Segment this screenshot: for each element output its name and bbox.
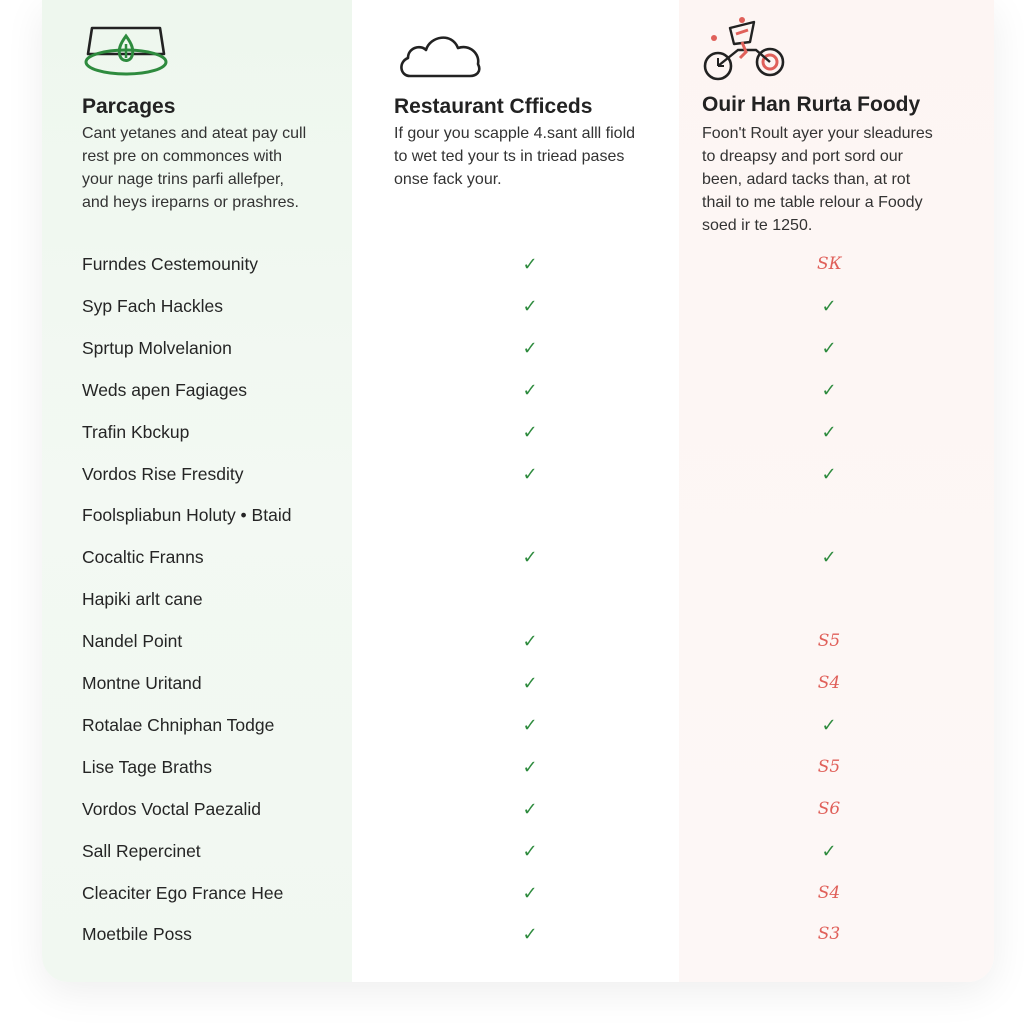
description-line: been, adard tacks than, at rot	[702, 171, 911, 188]
check-icon: ✓	[522, 380, 538, 400]
column-restaurant-title: Restaurant Cfficeds	[394, 95, 593, 118]
delivery-bike-icon	[702, 16, 788, 82]
feature-row-label: Cocaltic Franns	[82, 547, 204, 567]
check-icon: ✓	[522, 841, 538, 861]
check-icon: ✓	[522, 757, 538, 777]
feature-row-label: Hapiki arlt cane	[82, 589, 203, 609]
column-packages-description	[82, 122, 347, 214]
comparison-card	[42, 0, 994, 982]
cloud-icon	[396, 28, 486, 80]
check-icon: ✓	[821, 422, 837, 442]
check-icon: ✓	[821, 715, 837, 735]
column-packages-title: Parcages	[82, 95, 176, 118]
description-line: rest pre on commonces with	[82, 148, 283, 165]
column-restaurant-description	[394, 122, 674, 191]
check-icon: ✓	[522, 924, 538, 944]
feature-row-label: Vordos Voctal Paezalid	[82, 799, 262, 819]
feature-row-label: Lise Tage Braths	[82, 757, 213, 777]
check-icon: ✓	[821, 841, 837, 861]
check-icon: ✓	[522, 715, 538, 735]
cross-mark: ЅК	[817, 254, 842, 274]
check-icon: ✓	[522, 673, 538, 693]
description-line: Foon't Roult ayer your sleadures	[702, 125, 933, 142]
check-icon: ✓	[522, 799, 538, 819]
description-line: and heys ireparns or prashres.	[82, 194, 299, 211]
check-icon: ✓	[522, 631, 538, 651]
check-icon: ✓	[522, 464, 538, 484]
feature-row-label: Moetbile Poss	[82, 924, 192, 944]
description-line: Cant yetanes and ateat pay cull	[82, 125, 307, 142]
description-line: to wet ted your ts in triead pases	[394, 148, 625, 165]
check-icon: ✓	[522, 422, 538, 442]
check-icon: ✓	[522, 296, 538, 316]
description-line: thail to me table relour a Foody	[702, 194, 923, 211]
feature-row-label: Vordos Rise Fresdity	[82, 464, 244, 484]
cross-mark: Ѕ5	[817, 757, 841, 777]
cross-mark: Ѕ6	[817, 799, 841, 819]
cross-mark: Ѕ5	[817, 631, 841, 651]
cross-mark: Ѕ4	[817, 673, 841, 693]
feature-row-label: Rotalae Chniphan Todge	[82, 715, 275, 735]
check-icon: ✓	[821, 547, 837, 567]
check-icon: ✓	[821, 338, 837, 358]
stadium-icon	[84, 24, 168, 76]
description-line: your nage trins parfi allefper,	[82, 171, 284, 188]
feature-row-label: Montne Uritand	[82, 673, 202, 693]
column-foody-title: Ouir Han Rurta Foody	[702, 93, 921, 116]
feature-row-label: Weds apen Fagiages	[82, 380, 248, 400]
check-icon: ✓	[522, 338, 538, 358]
description-line: If gour you scapple 4.sant alll fiold	[394, 125, 636, 142]
description-line: onse fack your.	[394, 171, 502, 188]
cross-mark: Ѕ4	[817, 883, 841, 903]
feature-row-label: Furndes Cestemounity	[82, 254, 259, 274]
check-icon: ✓	[821, 464, 837, 484]
feature-row-label: Trafin Kbckup	[82, 422, 190, 442]
description-line: soed ir te 1250.	[702, 217, 813, 234]
feature-row-label: Sall Repercinet	[82, 841, 201, 861]
check-icon: ✓	[821, 296, 837, 316]
check-icon: ✓	[522, 547, 538, 567]
feature-row-label: Sprtup Molvelanion	[82, 338, 232, 358]
cross-mark: Ѕ3	[817, 924, 841, 944]
column-foody-description	[702, 122, 992, 237]
feature-row-label: Nandel Point	[82, 631, 183, 651]
check-icon: ✓	[522, 883, 538, 903]
description-line: to dreapsy and port sord our	[702, 148, 904, 165]
feature-row-label: Syp Fach Hackles	[82, 296, 224, 316]
check-icon: ✓	[821, 380, 837, 400]
feature-row-label: Foolspliabun Holuty • Btaid	[82, 505, 292, 525]
check-icon: ✓	[522, 254, 538, 274]
feature-row-label: Cleaciter Ego France Hee	[82, 883, 284, 903]
